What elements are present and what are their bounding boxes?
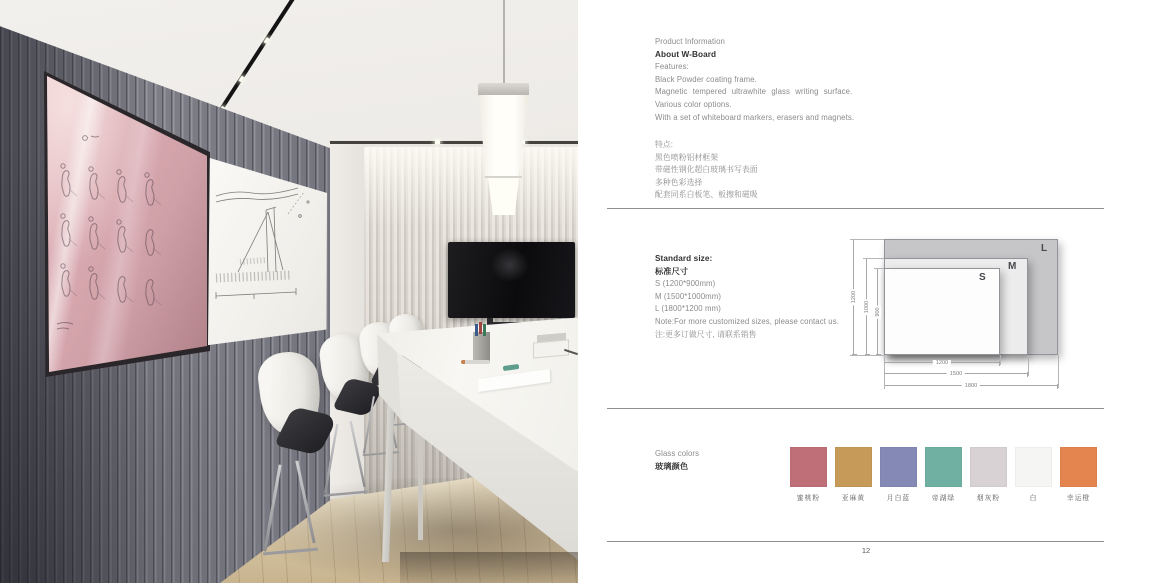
pendant-light-cap [478, 83, 529, 96]
size-label-M: M [1008, 261, 1017, 272]
color-swatch [1015, 447, 1052, 502]
feature-line-zh: 配套同系白板笔、板擦和磁吸 [655, 190, 758, 200]
extension-line [1000, 355, 1001, 365]
marker [483, 324, 486, 336]
extension-line [1058, 355, 1059, 388]
color-swatch [880, 447, 917, 502]
height-dim-1000: 1000 [866, 258, 867, 355]
standard-size-section [655, 253, 875, 341]
color-chip [970, 447, 1007, 487]
glass-colors-heading-en: Glass colors [655, 449, 700, 458]
chair-sled-base [363, 451, 399, 456]
color-chip [880, 447, 917, 487]
section-label: Product Information [655, 37, 725, 46]
color-swatch [925, 447, 962, 502]
extension-line [1028, 355, 1029, 376]
color-label: 亚麻黄 [841, 495, 866, 502]
chair [256, 352, 326, 564]
marker [479, 322, 482, 334]
product-title: About W-Board [655, 49, 717, 59]
color-swatch [835, 447, 872, 502]
page-number: 12 [861, 546, 871, 555]
color-swatch [1060, 447, 1097, 502]
chair-leg [324, 424, 338, 494]
color-label: 白 [1029, 495, 1038, 502]
divider [607, 541, 1104, 542]
color-chip [925, 447, 962, 487]
extension-line [874, 268, 884, 269]
cove-light-dot [435, 140, 440, 144]
color-swatch [970, 447, 1007, 502]
marker-holder [473, 332, 490, 363]
width-dim-1200: 1200 [884, 362, 1000, 363]
feature-line-zh: 多种色彩选择 [655, 177, 703, 187]
features-zh-section [655, 139, 865, 202]
color-chip [835, 447, 872, 487]
color-label: 蜜桃粉 [796, 495, 821, 502]
chair-leg [295, 461, 315, 544]
size-label-L: L [1041, 243, 1048, 254]
height-dim-900: 900 [877, 268, 878, 355]
color-label: 帝湖绿 [931, 495, 956, 502]
feature-line: Magnetic tempered ultrawhite glass writing surface. [655, 87, 853, 97]
color-label: 烟灰粉 [976, 495, 1001, 502]
pendant-light-divider [485, 176, 522, 178]
divider [607, 208, 1104, 209]
size-note-zh: 注:更多订做尺寸, 请联系销售 [655, 329, 757, 339]
color-chip [1015, 447, 1052, 487]
chair-sled-base [324, 490, 368, 496]
feature-line: With a set of whiteboard markers, erasers and magnets. [655, 112, 855, 122]
chair-sled-base [263, 548, 318, 555]
standard-size-heading-zh: 标准尺寸 [655, 266, 689, 276]
color-label: 幸运橙 [1066, 495, 1091, 502]
divider [607, 408, 1104, 409]
glass-color-swatches [790, 447, 1097, 502]
glass-colors-section [655, 448, 699, 473]
features-heading: Features: [655, 62, 689, 72]
feature-line-zh: 带磁性钢化超白玻璃书写表面 [655, 165, 758, 175]
extension-line [884, 355, 885, 388]
ceiling-cove-line [330, 141, 578, 144]
chair-leg [363, 396, 375, 453]
feature-line: Various color options. [655, 99, 732, 109]
tv-screen [448, 242, 575, 318]
pendant-light-lower [488, 178, 519, 215]
color-chip [790, 447, 827, 487]
size-line: M (1500*1000mm) [655, 291, 722, 301]
track-light-dot [238, 75, 244, 82]
color-chip [1060, 447, 1097, 487]
height-dim-1200: 1200 [853, 239, 854, 355]
table-under-shadow [400, 552, 578, 583]
width-dim-1800: 1800 [884, 385, 1058, 386]
chair-leg [263, 464, 281, 551]
extension-line [863, 258, 884, 259]
feature-line-zh: 黑色喷粉铝材框架 [655, 152, 719, 162]
standard-size-heading-en: Standard size: [655, 254, 713, 263]
features-heading-zh: 特点: [655, 140, 674, 149]
extension-line [850, 239, 884, 240]
size-line: L (1800*1200 mm) [655, 304, 721, 314]
color-swatch [790, 447, 827, 502]
size-label-S: S [979, 272, 986, 283]
extension-line [850, 355, 884, 356]
color-label: 月白蓝 [886, 495, 911, 502]
marker [461, 360, 490, 364]
glass-colors-heading-zh: 玻璃颜色 [655, 461, 689, 471]
feature-line: Black Powder coating frame. [655, 74, 757, 84]
width-dim-1500: 1500 [884, 373, 1028, 374]
size-line: S (1200*900mm) [655, 279, 716, 289]
marker [475, 324, 478, 336]
pendant-light-cord [503, 0, 505, 84]
size-note-en: Note:For more customized sizes, please contact us. [655, 316, 839, 326]
product-info-section [655, 36, 865, 124]
track-light-dot [263, 37, 269, 44]
